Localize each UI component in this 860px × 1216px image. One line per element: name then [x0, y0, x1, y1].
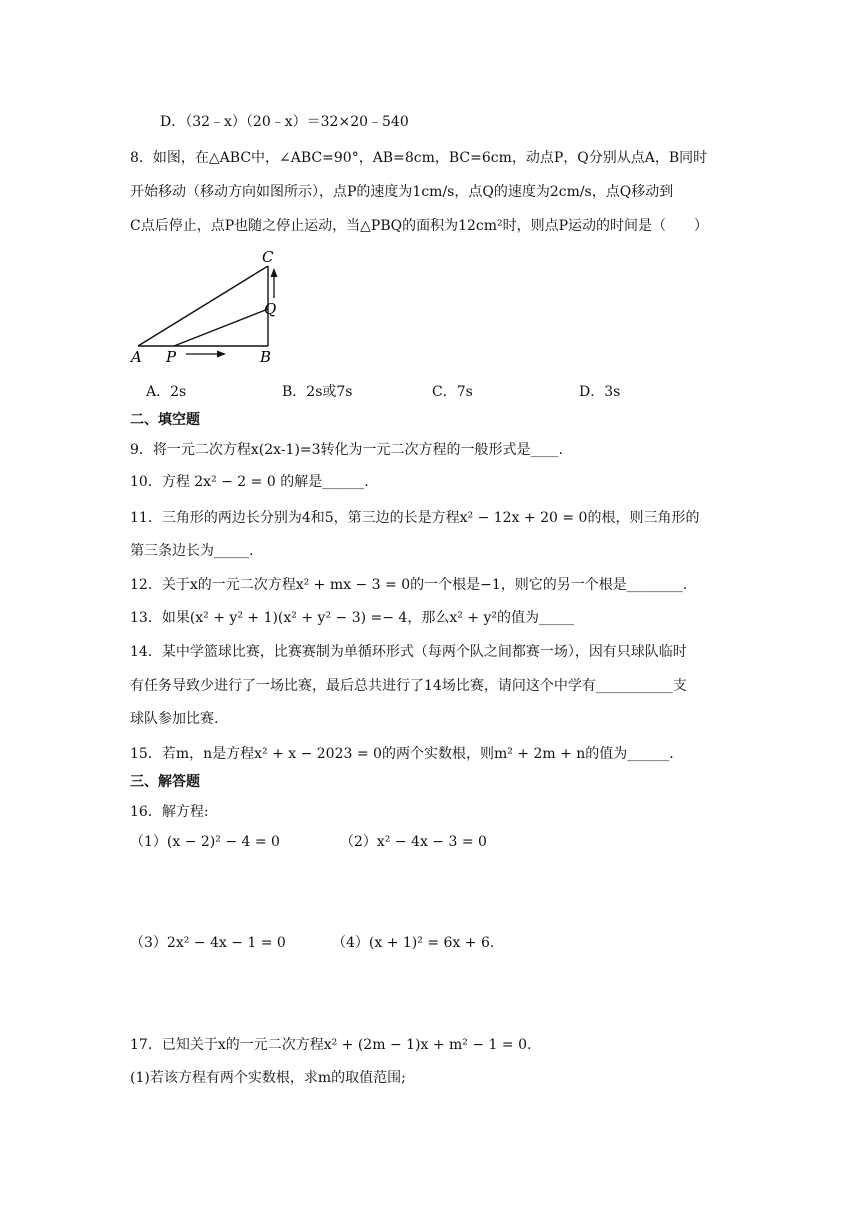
- q8-line-2: 开始移动（移动方向如图所示），点P的速度为1cm/s，点Q的速度为2cm/s，点Q移动到: [130, 184, 674, 200]
- q16-part-3: （3）2x² − 4x − 1 = 0: [130, 935, 286, 951]
- q13: 13．如果(x² + y² + 1)(x² + y² − 3) =− 4，那么x² + y²的值为_____: [130, 610, 574, 626]
- label-a: A: [131, 348, 142, 366]
- section-solutions-heading: 三、解答题: [130, 774, 200, 790]
- q8-line-3: C点后停止，点P也随之停止运动，当△PBQ的面积为12cm²时，则点P运动的时间是（ ）: [130, 218, 709, 234]
- q9: 9．将一元二次方程x(2x-1)=3转化为一元二次方程的一般形式是____.: [130, 442, 564, 458]
- q16-part-4: （4）(x + 1)² = 6x + 6.: [332, 935, 495, 951]
- label-q: Q: [264, 300, 277, 318]
- q14-line-1: 14．某中学篮球比赛，比赛赛制为单循环形式（每两个队之间都赛一场），因有只球队临时: [130, 644, 687, 660]
- q17-line-1: 17．已知关于x的一元二次方程x² + (2m − 1)x + m² − 1 = 0.: [130, 1037, 532, 1053]
- q8-option-c: C．7s: [432, 384, 473, 400]
- q11-line-2: 第三条边长为_____.: [130, 543, 254, 559]
- label-c: C: [262, 248, 274, 266]
- option-d-q7: D．（32﹣x）（20﹣x）＝32×20﹣540: [160, 114, 409, 130]
- label-p: P: [166, 348, 177, 366]
- q11-line-1: 11．三角形的两边长分别为4和5，第三边的长是方程x² − 12x + 20 = 0的根，则三角形的: [130, 510, 700, 526]
- q12: 12．关于x的一元二次方程x² + mx − 3 = 0的一个根是−1，则它的另一个根是________.: [130, 577, 688, 593]
- triangle-figure: [128, 246, 308, 376]
- q8-line-1: 8．如图，在△ABC中，∠ABC=90°，AB=8cm，BC=6cm，动点P，Q分别从点A，B同时: [130, 150, 708, 166]
- label-b: B: [260, 348, 272, 366]
- q8-option-d: D．3s: [579, 384, 621, 400]
- q8-option-a: A．2s: [146, 384, 187, 400]
- arrow-q-head: [271, 268, 278, 277]
- q16-part-2: （2）x² − 4x − 3 = 0: [340, 834, 487, 850]
- q17-line-2: (1)若该方程有两个实数根，求m的取值范围;: [130, 1070, 406, 1086]
- q14-line-2: 有任务导致少进行了一场比赛，最后总共进行了14场比赛，请问这个中学有___________支: [130, 678, 687, 694]
- q10: 10．方程 2x² − 2 = 0 的解是______.: [130, 474, 369, 490]
- q15: 15．若m，n是方程x² + x − 2023 = 0的两个实数根，则m² + 2m + n的值为______.: [130, 746, 674, 762]
- q14-line-3: 球队参加比赛.: [130, 711, 219, 727]
- arrow-p-head: [217, 351, 226, 358]
- q8-option-b: B．2s或7s: [282, 384, 353, 400]
- q16-part-1: （1）(x − 2)² − 4 = 0: [130, 834, 280, 850]
- q16: 16．解方程:: [130, 804, 209, 820]
- section-fill-in-heading: 二、填空题: [130, 412, 200, 428]
